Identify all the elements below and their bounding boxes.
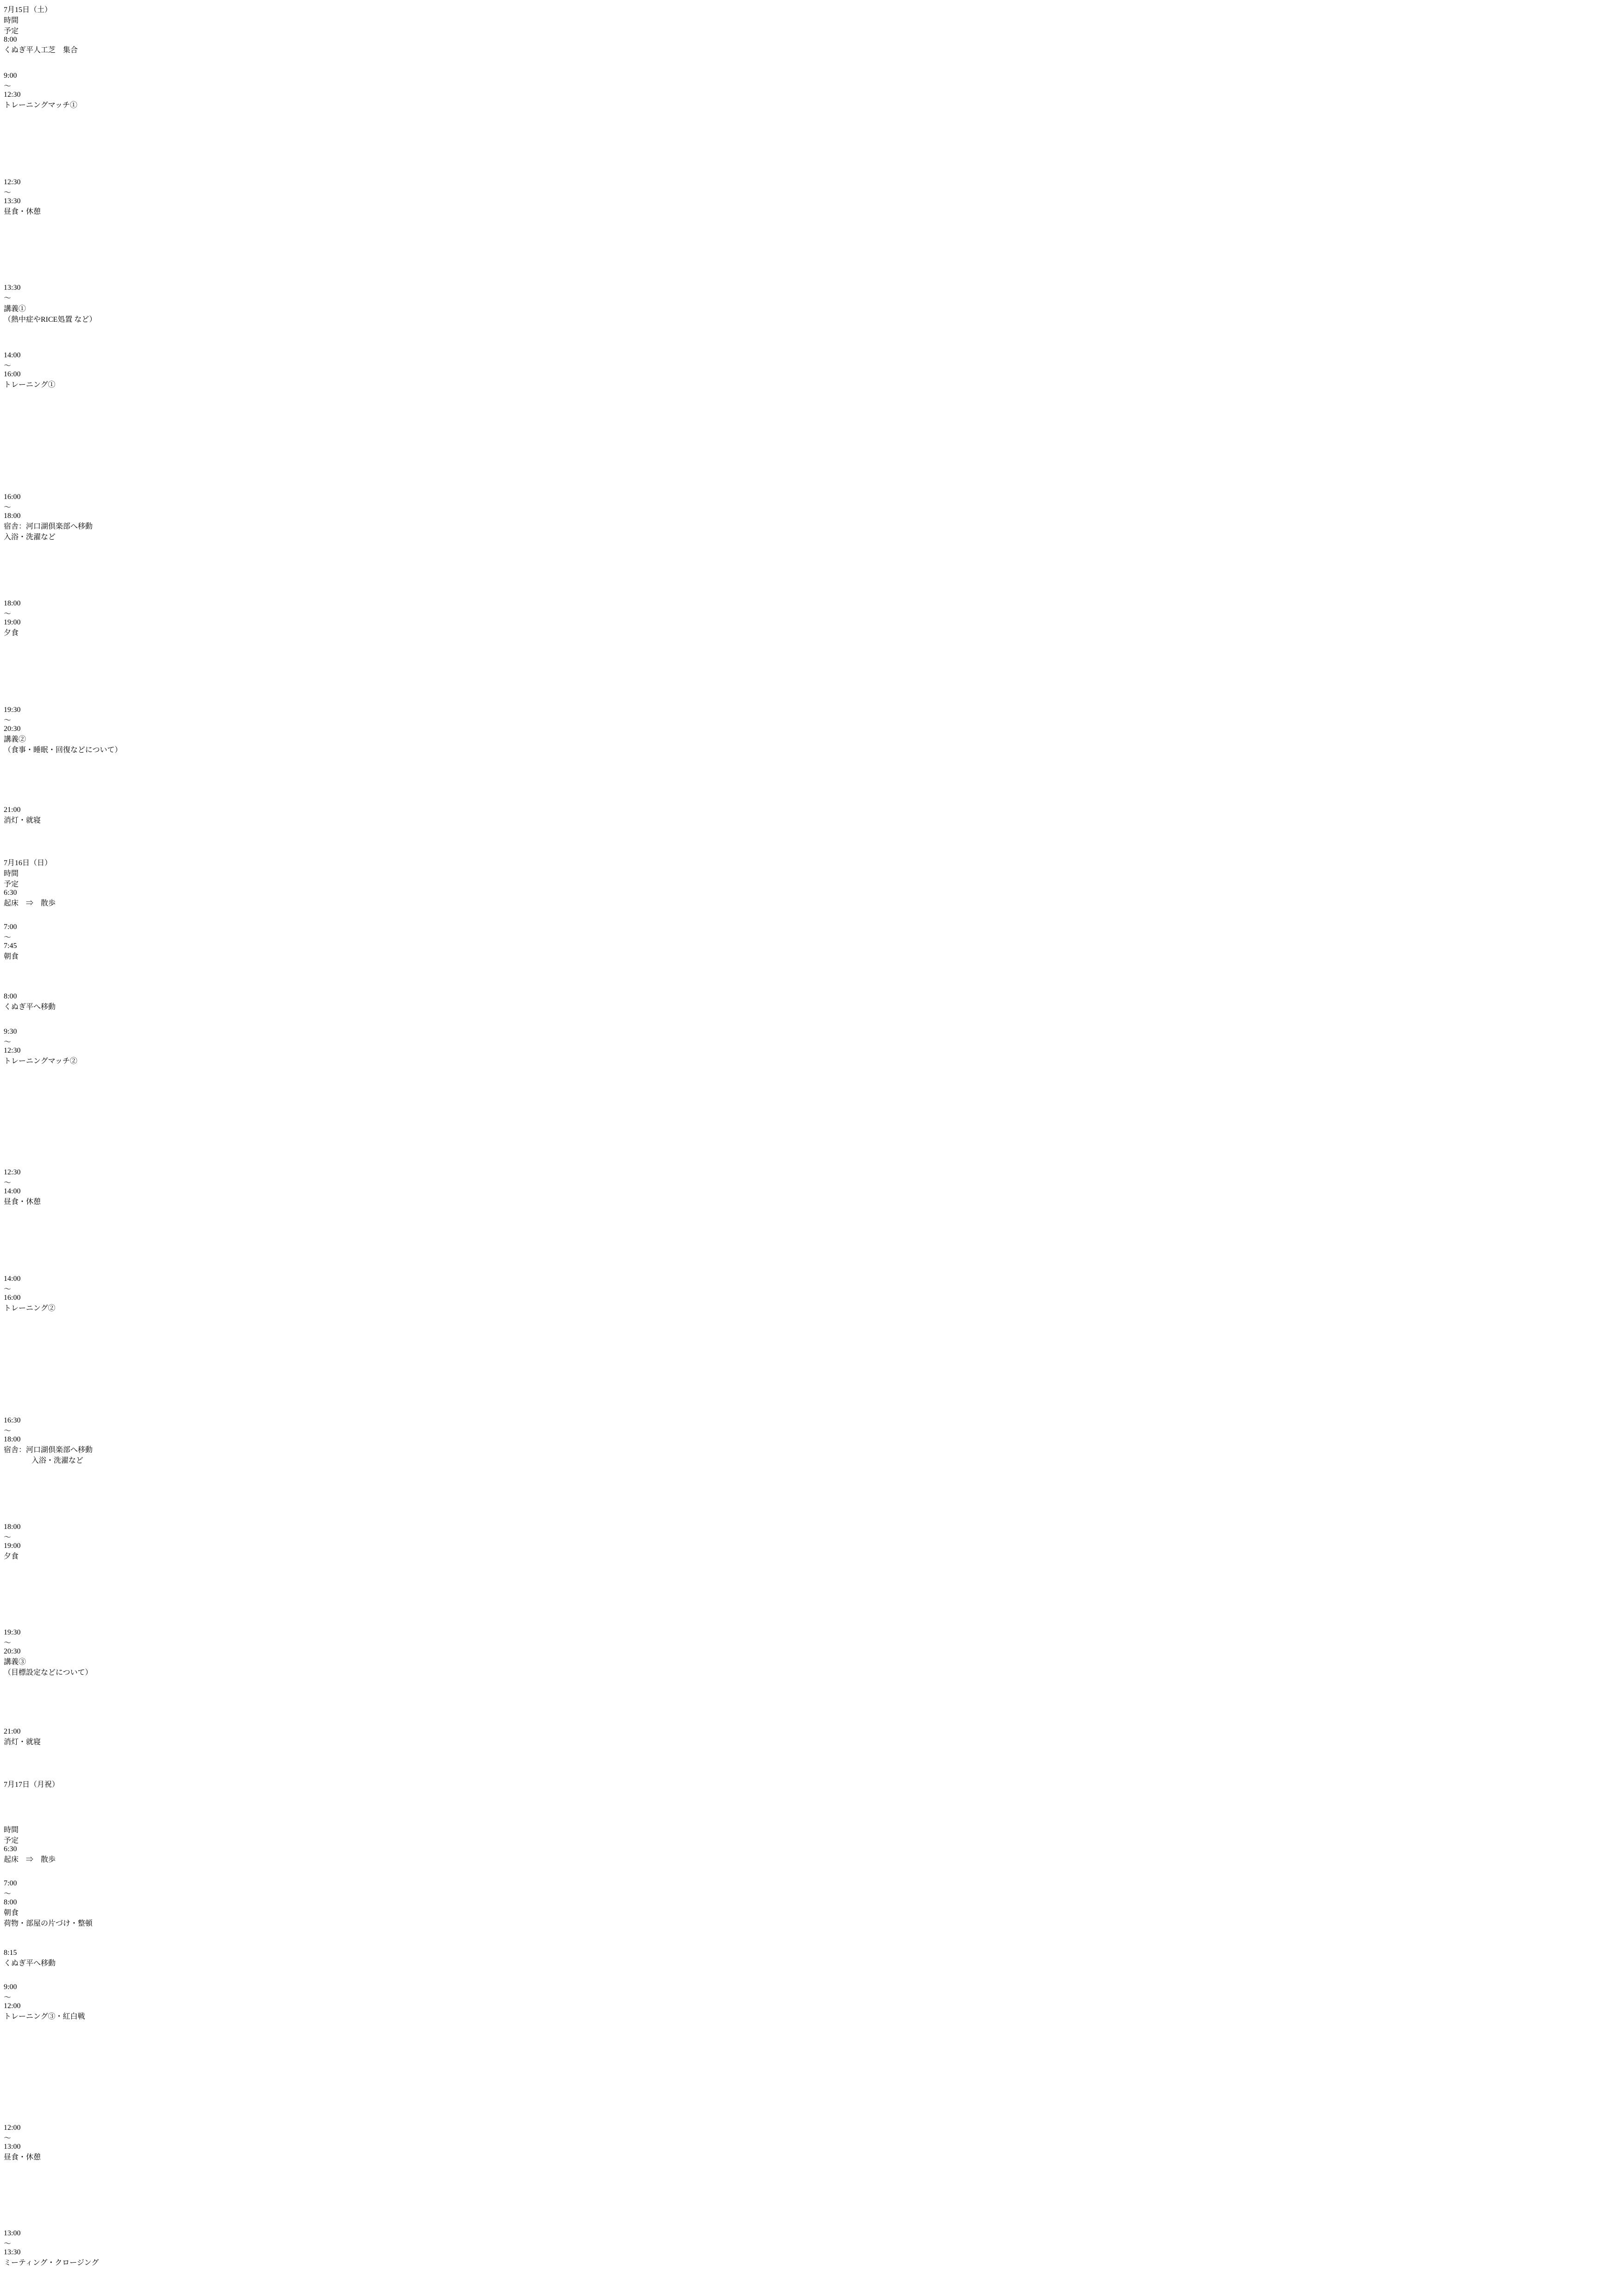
time-end: 19:00 (4, 1542, 21, 1550)
schedule-rows (4, 889, 1619, 1778)
plan-text: くぬぎ平人工芝 集合 (4, 46, 78, 54)
time-start: 18:00 (4, 599, 21, 607)
time-end: 16:00 (4, 1294, 21, 1302)
column-headers (4, 1824, 1619, 1845)
time-end: 16:00 (4, 370, 21, 378)
time-start: 21:00 (4, 806, 21, 814)
time-end: 19:00 (4, 618, 21, 626)
time-start: 12:30 (4, 178, 21, 186)
plan-text: 昼食・休憩 (4, 208, 41, 216)
plan-text: 朝食 (4, 1909, 19, 1917)
schedule-row (4, 36, 1619, 72)
schedule-row (4, 1028, 1619, 1168)
plan-text: 講義① (4, 305, 26, 313)
plan-subtext: （目標設定などについて） (4, 1669, 93, 1677)
time-end: 13:30 (4, 2248, 21, 2256)
plan-text: トレーニング② (4, 1304, 56, 1312)
schedule-row (4, 1168, 1619, 1275)
time-start: 16:30 (4, 1416, 21, 1424)
time-start: 6:30 (4, 1845, 17, 1853)
time-start: 12:00 (4, 2124, 21, 2132)
time-range-mark: 〜 (4, 1038, 12, 1046)
time-end: 18:00 (4, 512, 21, 520)
time-range-mark: 〜 (4, 294, 12, 302)
plan-text: 講義② (4, 736, 26, 743)
plan-subtext: （熱中症やRICE処置 など） (4, 316, 97, 324)
schedule-rows (4, 36, 1619, 857)
plan-text: くぬぎ平へ移動 (4, 1959, 56, 1967)
time-start: 16:00 (4, 493, 21, 501)
column-headers (4, 14, 1619, 36)
time-start: 8:15 (4, 1949, 17, 1957)
plan-column-header: 予定 (4, 27, 19, 35)
plan-text: ミーティング・クロージング (4, 2259, 99, 2267)
plan-text: 起床 ⇒ 散歩 (4, 899, 56, 907)
time-end: 13:30 (4, 197, 21, 205)
time-start: 9:30 (4, 1028, 17, 1036)
time-range-mark: 〜 (4, 717, 12, 724)
time-end: 8:00 (4, 1898, 17, 1906)
time-start: 19:30 (4, 706, 21, 714)
time-end: 20:30 (4, 725, 21, 733)
time-end: 12:00 (4, 2002, 21, 2010)
plan-text: トレーニング③・紅白戦 (4, 2013, 85, 2021)
time-range-mark: 〜 (4, 362, 12, 370)
schedule-row (4, 1879, 1619, 1949)
schedule-row (4, 706, 1619, 806)
time-range-mark: 〜 (4, 189, 12, 197)
time-end: 13:00 (4, 2143, 21, 2151)
plan-subtext: （食事・睡眠・回復などについて） (4, 746, 122, 754)
time-range-mark: 〜 (4, 1427, 12, 1435)
time-start: 8:00 (4, 992, 17, 1000)
time-range-mark: 〜 (4, 82, 12, 90)
plan-text: 起床 ⇒ 散歩 (4, 1856, 56, 1864)
time-start: 13:00 (4, 2229, 21, 2237)
time-range-mark: 〜 (4, 2134, 12, 2142)
time-start: 14:00 (4, 1275, 21, 1283)
time-range-mark: 〜 (4, 610, 12, 618)
time-start: 7:00 (4, 923, 17, 931)
plan-text: 講義③ (4, 1658, 26, 1666)
plan-text: 昼食・休憩 (4, 1198, 41, 1206)
plan-text: 宿舎：河口湖倶楽部へ移動 (4, 1446, 93, 1454)
plan-subtext: 入浴・洗濯など (4, 533, 56, 541)
plan-text: トレーニングマッチ① (4, 101, 78, 109)
time-range-mark: 〜 (4, 1639, 12, 1647)
time-start: 6:30 (4, 889, 17, 897)
column-headers (4, 867, 1619, 889)
time-start: 13:30 (4, 284, 21, 292)
schedule-row (4, 1523, 1619, 1628)
schedule-row (4, 1728, 1619, 1778)
schedule-row (4, 1949, 1619, 1983)
schedule-row (4, 1983, 1619, 2124)
schedule-row (4, 889, 1619, 923)
time-end: 14:00 (4, 1187, 21, 1195)
time-start: 9:00 (4, 72, 17, 80)
time-start: 8:00 (4, 36, 17, 44)
plan-column-header: 予定 (4, 1837, 19, 1845)
schedule-row (4, 1275, 1619, 1416)
schedule-row (4, 806, 1619, 857)
time-range-mark: 〜 (4, 504, 12, 512)
time-end: 18:00 (4, 1435, 21, 1443)
time-end: 12:30 (4, 1047, 21, 1054)
time-start: 7:00 (4, 1879, 17, 1887)
plan-text: トレーニング① (4, 381, 56, 389)
plan-text: 夕食 (4, 1553, 19, 1560)
time-column-header: 時間 (4, 870, 19, 878)
time-range-mark: 〜 (4, 1534, 12, 1541)
day-header: 7月16日（日） (4, 859, 52, 867)
plan-text: 消灯・就寝 (4, 1738, 41, 1746)
time-start: 12:30 (4, 1168, 21, 1176)
schedule-row (4, 599, 1619, 706)
schedule-row (4, 1416, 1619, 1523)
time-end: 7:45 (4, 942, 17, 950)
time-range-mark: 〜 (4, 1285, 12, 1293)
day-column-1 (4, 4, 1619, 857)
time-end: 12:30 (4, 91, 21, 99)
schedule-row (4, 1628, 1619, 1728)
time-range-mark: 〜 (4, 1994, 12, 2002)
schedule-row (4, 923, 1619, 992)
schedule-row (4, 1845, 1619, 1879)
schedule-row (4, 178, 1619, 284)
schedule-table (4, 4, 1619, 2296)
time-range-mark: 〜 (4, 2240, 12, 2248)
time-column-header: 時間 (4, 17, 19, 25)
schedule-rows (4, 1845, 1619, 2296)
plan-text: くぬぎ平へ移動 (4, 1003, 56, 1011)
plan-text: トレーニングマッチ② (4, 1057, 78, 1065)
day-header: 7月17日（月祝） (4, 1781, 60, 1789)
time-start: 14:00 (4, 351, 21, 359)
day-column-2 (4, 857, 1619, 1778)
plan-text: 消灯・就寝 (4, 817, 41, 824)
day-column-3 (4, 1778, 1619, 2296)
schedule-row (4, 992, 1619, 1028)
time-start: 9:00 (4, 1983, 17, 1991)
plan-text: 朝食 (4, 953, 19, 961)
plan-text: 宿舎：河口湖倶楽部へ移動 (4, 523, 93, 530)
plan-text: 夕食 (4, 629, 19, 637)
time-range-mark: 〜 (4, 934, 12, 942)
schedule-row (4, 351, 1619, 493)
schedule-row (4, 72, 1619, 178)
plan-subtext: 入浴・洗濯など (31, 1457, 84, 1465)
schedule-row (4, 493, 1619, 599)
schedule-row (4, 2124, 1619, 2229)
schedule-row (4, 2229, 1619, 2296)
schedule-row (4, 284, 1619, 351)
time-start: 19:30 (4, 1628, 21, 1636)
time-start: 18:00 (4, 1523, 21, 1531)
time-range-mark: 〜 (4, 1179, 12, 1187)
plan-text: 昼食・休憩 (4, 2153, 41, 2161)
plan-column-header: 予定 (4, 880, 19, 888)
time-column-header: 時間 (4, 1826, 19, 1834)
time-range-mark: 〜 (4, 1890, 12, 1898)
time-start: 21:00 (4, 1728, 21, 1735)
plan-subtext: 荷物・部屋の片づけ・整頓 (4, 1920, 93, 1928)
day-header: 7月15日（土） (4, 6, 52, 14)
time-end: 20:30 (4, 1647, 21, 1655)
